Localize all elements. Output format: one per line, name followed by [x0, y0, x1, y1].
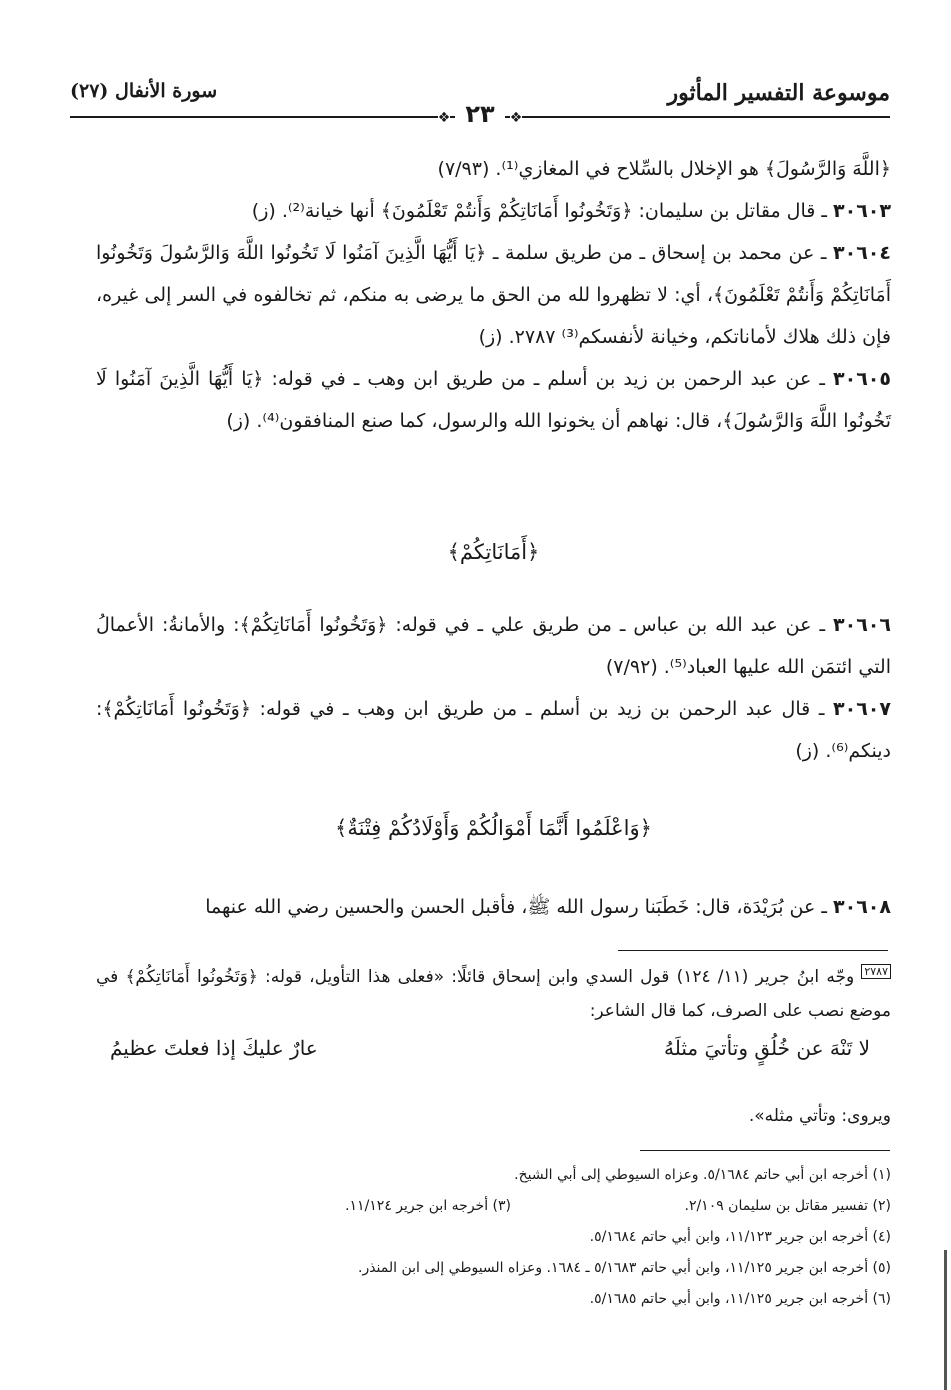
footnote-text: (٢) تفسير مقاتل بن سليمان ٢/١٠٩.: [684, 1198, 891, 1214]
poem-variant: ويروى: وتأتي مثله».: [748, 1106, 891, 1126]
poem-hemistich-left: عارٌ عليكَ إذا فعلتَ عظيمُ: [110, 1036, 318, 1060]
commentary-note: [96, 960, 891, 1028]
note-reference-badge: ٢٧٨٧: [861, 964, 891, 979]
note-separator: [618, 950, 888, 951]
main-text-block-1: [96, 148, 891, 442]
note-text: وجّه ابنُ جرير (١١/ ١٢٤) قول السدي وابن إسحاق قائلًا: «فعلى هذا التأويل، قوله: ﴿وَتَخُونُوا أَمَانَاتِكُمْ﴾ في موضع نصب على الصرف، كما قال الشاعر:: [96, 967, 891, 1021]
section-heading-wa-alamu: ﴿وَاعْلَمُوا أَنَّمَا أَمْوَالُكُمْ وَأَوْلَادُكُمْ فِتْنَةٌ﴾: [335, 816, 652, 840]
page-number: ٢٣: [455, 100, 504, 128]
poem-verse: [110, 1036, 870, 1070]
surah-label: سورة الأنفال (٢٧): [70, 80, 218, 102]
paragraph-30606: [96, 604, 891, 688]
footnote-text: (١) أخرجه ابن أبي حاتم ٥/١٦٨٤. وعزاه السيوطي إلى أبي الشيخ.: [514, 1167, 891, 1183]
footnote-4: [96, 1222, 891, 1253]
footnote-text: (٣) أخرجه ابن جرير ١١/١٢٤.: [345, 1198, 511, 1214]
paragraph-number: ٣٠٦٠٣: [833, 200, 891, 222]
page-header: [70, 78, 890, 128]
footnotes: [96, 1160, 891, 1315]
book-title: موسوعة التفسير المأثور: [667, 80, 890, 106]
paragraph-text: ـ قال مقاتل بن سليمان: ﴿وَتَخُونُوا أَمَانَاتِكُمْ وَأَنتُمْ تَعْلَمُونَ﴾ أنها خيانة⁽²⁾. (ز): [251, 200, 827, 222]
footnote-6: [96, 1284, 891, 1315]
paragraph-text: ـ قال عبد الرحمن بن زيد بن أسلم ـ من طريق ابن وهب ـ في قوله: ﴿وَتَخُونُوا أَمَانَاتِكُمْ﴾: دينكم⁽⁶⁾. (ز): [96, 698, 891, 762]
ornament-left-icon: ❖: [437, 110, 451, 126]
page-number-block: [70, 100, 890, 128]
footnote-2-3: [96, 1191, 891, 1222]
footnote-1: [96, 1160, 891, 1191]
paragraph-text: ـ عن محمد بن إسحاق ـ من طريق سلمة ـ ﴿يَا أَيُّهَا الَّذِينَ آمَنُوا لَا تَخُونُوا اللَّهَ وَالرَّسُولَ وَتَخُونُوا أَمَانَاتِكُمْ وَأَنتُمْ تَعْلَمُونَ﴾، أي: لا تظهروا لله من الحق ما يرضى به منكم، ثم تخالفوه في السر إلى غيره، فإن ذلك هلاك لأماناتكم، وخيانة لأنفسكم⁽³⁾ ٢٧٨٧. (ز): [96, 242, 891, 348]
paragraph-30604: [96, 232, 891, 358]
ornament-right-icon: ❖: [509, 110, 523, 126]
paragraph-30603: [96, 190, 891, 232]
paragraph-continuation: ﴿اللَّهَ وَالرَّسُولَ﴾ هو الإخلال بالسِّلاح في المغازي⁽¹⁾. (٧/٩٣): [437, 158, 891, 180]
paragraph-30607: [96, 688, 891, 772]
paragraph-number: ٣٠٦٠٨: [833, 896, 891, 918]
paragraph-number: ٣٠٦٠٤: [833, 242, 891, 264]
paragraph-number: ٣٠٦٠٦: [833, 614, 891, 636]
footnote-text: (٤) أخرجه ابن جرير ١١/١٢٣، وابن أبي حاتم ٥/١٦٨٤.: [589, 1229, 891, 1245]
poem-hemistich-right: لا تَنْهَ عن خُلُقٍ وتأتيَ مثلَهُ: [664, 1036, 870, 1060]
paragraph-text: ـ عن بُرَيْدَة، قال: خَطَبَنا رسول الله ﷺ، فأقبل الحسن والحسين رضي الله عنهما: [205, 896, 827, 918]
footnote-text: (٥) أخرجه ابن جرير ١١/١٢٥، وابن أبي حاتم ٥/١٦٨٣ ـ ١٦٨٤. وعزاه السيوطي إلى ابن المنذر.: [358, 1260, 891, 1276]
footnote-5: [96, 1253, 891, 1284]
footnote-separator: [640, 1150, 890, 1151]
footnote-text: (٦) أخرجه ابن جرير ١١/١٢٥، وابن أبي حاتم ٥/١٦٨٥.: [589, 1291, 891, 1307]
main-text-block-3: [96, 886, 891, 928]
paragraph-text: ـ عن عبد الله بن عباس ـ من طريق علي ـ في قوله: ﴿وَتَخُونُوا أَمَانَاتِكُمْ﴾: والأمانةُ: الأعمالُ التي ائتمَن الله عليها العباد⁽⁵⁾. (٧/٩٢): [96, 614, 891, 678]
paragraph-number: ٣٠٦٠٧: [833, 698, 891, 720]
paragraph-text: ـ عن عبد الرحمن بن زيد بن أسلم ـ من طريق ابن وهب ـ في قوله: ﴿يَا أَيُّهَا الَّذِينَ آمَنُوا لَا تَخُونُوا اللَّهَ وَالرَّسُولَ﴾، قال: نهاهم أن يخونوا الله والرسول، كما صنع المنافقون⁽⁴⁾. (ز): [96, 368, 891, 432]
paragraph-30605: [96, 358, 891, 442]
scan-edge-mark: [944, 1250, 947, 1390]
section-heading-amanatikum: ﴿أَمَانَاتِكُمْ﴾: [447, 540, 540, 564]
main-text-block-2: [96, 604, 891, 772]
paragraph-30608: [96, 886, 891, 928]
paragraph-number: ٣٠٦٠٥: [833, 368, 891, 390]
